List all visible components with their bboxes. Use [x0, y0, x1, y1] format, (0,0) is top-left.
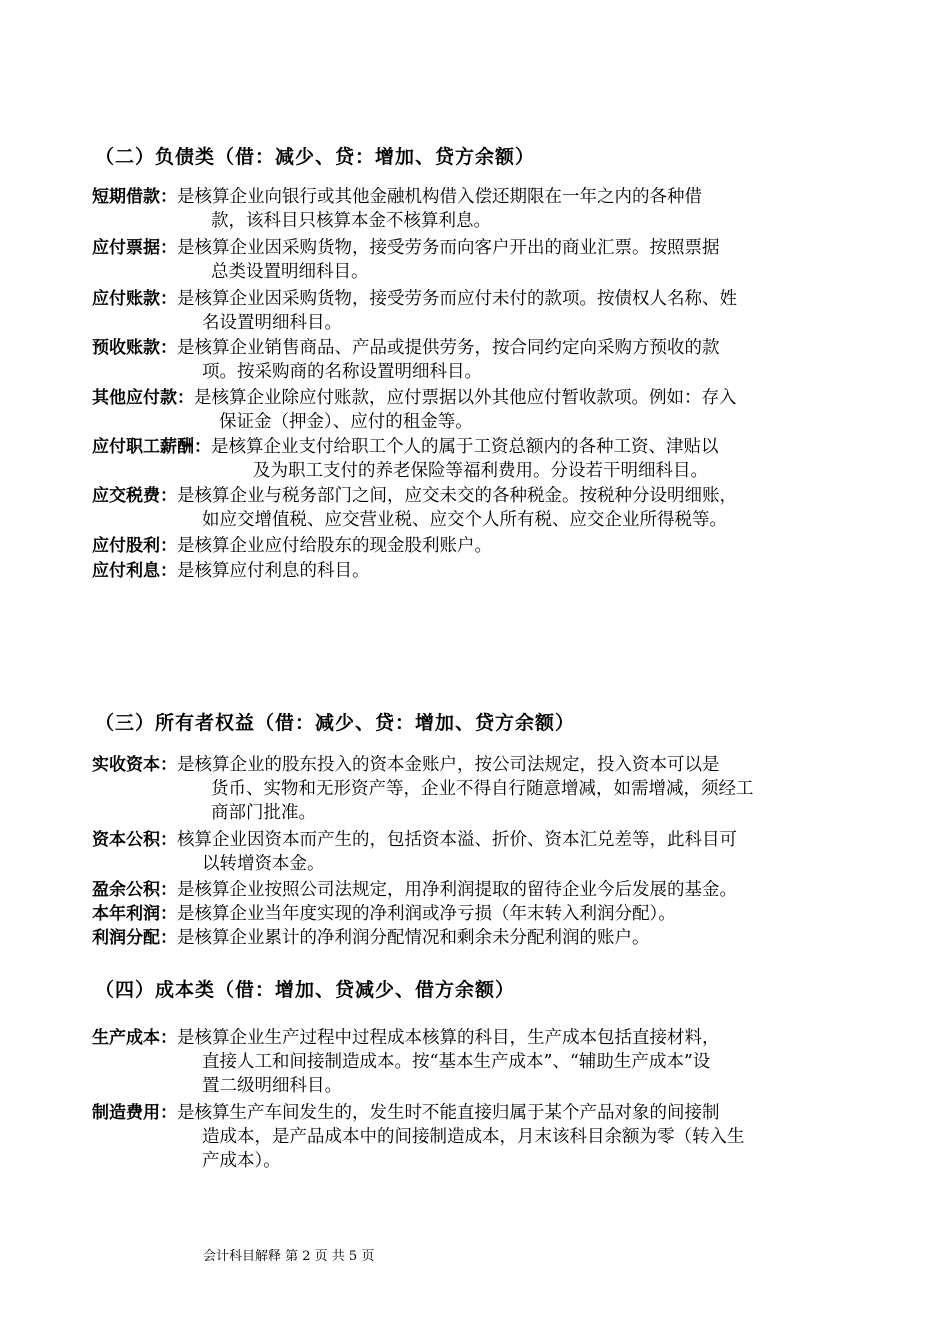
entry-term: 利润分配： [92, 928, 177, 948]
entry-term: 应付股利： [92, 536, 177, 556]
entry-text-cont: 产成本）。 [202, 1151, 281, 1171]
entry-text-cont: 名设置明细科目。 [202, 313, 342, 333]
entry-text: 是核算企业与税务部门之间，应交未交的各种税金。按税种分设明细账， [177, 486, 737, 506]
entry-text: 是核算企业支付给职工个人的属于工资总额内的各种工资、津贴以 [211, 437, 719, 457]
entry-text: 是核算企业按照公司法规定，用净利润提取的留待企业今后发展的基金。 [177, 880, 737, 900]
entry-term: 应付职工薪酬： [92, 437, 211, 457]
entry-accounts-payable [92, 287, 892, 335]
entry-text: 是核算企业向银行或其他金融机构借入偿还期限在一年之内的各种借 [177, 187, 702, 207]
entry-text: 是核算企业因采购货物，接受劳务而应付未付的款项。按债权人名称、姓 [177, 289, 737, 309]
entry-employee-compensation [92, 435, 892, 483]
entry-term: 应付票据： [92, 238, 177, 258]
entry-surplus-reserve [92, 878, 892, 902]
entry-term: 本年利润： [92, 904, 177, 924]
entry-term: 其他应付款： [92, 388, 194, 408]
entry-text-cont: 总类设置明细科目。 [211, 262, 369, 282]
entry-term: 预收账款： [92, 338, 177, 358]
entry-notes-payable [92, 236, 892, 284]
entry-taxes-payable [92, 484, 892, 532]
entry-text-cont: 款，该科目只核算本金不核算利息。 [211, 211, 491, 231]
entry-text: 是核算企业的股东投入的资本金账户，按公司法规定，投入资本可以是 [177, 755, 720, 775]
entry-advances-received [92, 336, 892, 384]
entry-text: 是核算企业累计的净利润分配情况和剩余未分配利润的账户。 [177, 928, 650, 948]
entry-term: 盈余公积： [92, 880, 177, 900]
entry-text-cont: 项。按采购商的名称设置明细科目。 [202, 362, 482, 382]
entry-production-cost [92, 1026, 892, 1098]
entry-interest-payable [92, 559, 892, 583]
entry-text-cont: 直接人工和间接制造成本。按“基本生产成本”、“辅助生产成本”设 [202, 1052, 711, 1072]
entry-short-term-loans [92, 185, 892, 233]
entry-capital-reserve [92, 828, 892, 876]
entry-text: 是核算企业除应付账款，应付票据以外其他应付暂收款项。例如：存入 [194, 388, 737, 408]
entry-text: 是核算企业生产过程中过程成本核算的科目，生产成本包括直接材料， [177, 1028, 720, 1048]
entry-term: 应付利息： [92, 561, 177, 581]
entry-other-payables [92, 386, 892, 434]
entry-text: 是核算企业当年度实现的净利润或净亏损（年末转入利润分配）。 [177, 904, 676, 924]
entry-text-cont: 保证金（押金）、应付的租金等。 [219, 412, 473, 432]
entry-text: 是核算应付利息的科目。 [177, 561, 370, 581]
entry-current-year-profit [92, 902, 892, 926]
entry-profit-distribution [92, 926, 892, 950]
section-heading-equity: （三）所有者权益（借：减少、贷：增加、贷方余额） [95, 712, 576, 734]
page-footer: 会计科目解释 第 2 页 共 5 页 [203, 1249, 375, 1264]
entry-text-cont: 置二级明细科目。 [202, 1076, 342, 1096]
entry-text-cont: 商部门批准。 [211, 803, 316, 823]
entry-term: 应付账款： [92, 289, 177, 309]
section-heading-liabilities: （二）负债类（借：减少、贷：增加、贷方余额） [95, 146, 536, 168]
entry-text: 是核算企业因采购货物，接受劳务而向客户开出的商业汇票。按照票据 [177, 238, 720, 258]
entry-text: 核算企业因资本而产生的，包括资本溢、折价、资本汇兑差等，此科目可 [177, 830, 737, 850]
entry-term: 实收资本： [92, 755, 177, 775]
entry-text-cont: 造成本，是产品成本中的间接制造成本，月末该科目余额为零（转入生 [202, 1127, 745, 1147]
entry-term: 应交税费： [92, 486, 177, 506]
entry-text: 是核算企业销售商品、产品或提供劳务，按合同约定向采购方预收的款 [177, 338, 720, 358]
entry-text: 是核算生产车间发生的，发生时不能直接归属于某个产品对象的间接制 [177, 1103, 720, 1123]
entry-text-cont: 以转增资本金。 [202, 854, 325, 874]
entry-term: 生产成本： [92, 1028, 177, 1048]
entry-text: 是核算企业应付给股东的现金股利账户。 [177, 536, 492, 556]
entry-text-cont: 及为职工支付的养老保险等福利费用。分设若干明细科目。 [253, 461, 708, 481]
entry-paid-in-capital [92, 753, 892, 825]
entry-term: 制造费用： [92, 1103, 177, 1123]
entry-term: 短期借款： [92, 187, 177, 207]
entry-text-cont: 货币、实物和无形资产等，企业不得自行随意增减，如需增减，须经工 [211, 779, 754, 799]
entry-manufacturing-overhead [92, 1101, 892, 1173]
section-heading-cost: （四）成本类（借：增加、贷减少、借方余额） [95, 979, 516, 1001]
entry-text-cont: 如应交增值税、应交营业税、应交个人所有税、应交企业所得税等。 [202, 510, 727, 530]
entry-dividends-payable [92, 534, 892, 558]
entry-term: 资本公积： [92, 830, 177, 850]
